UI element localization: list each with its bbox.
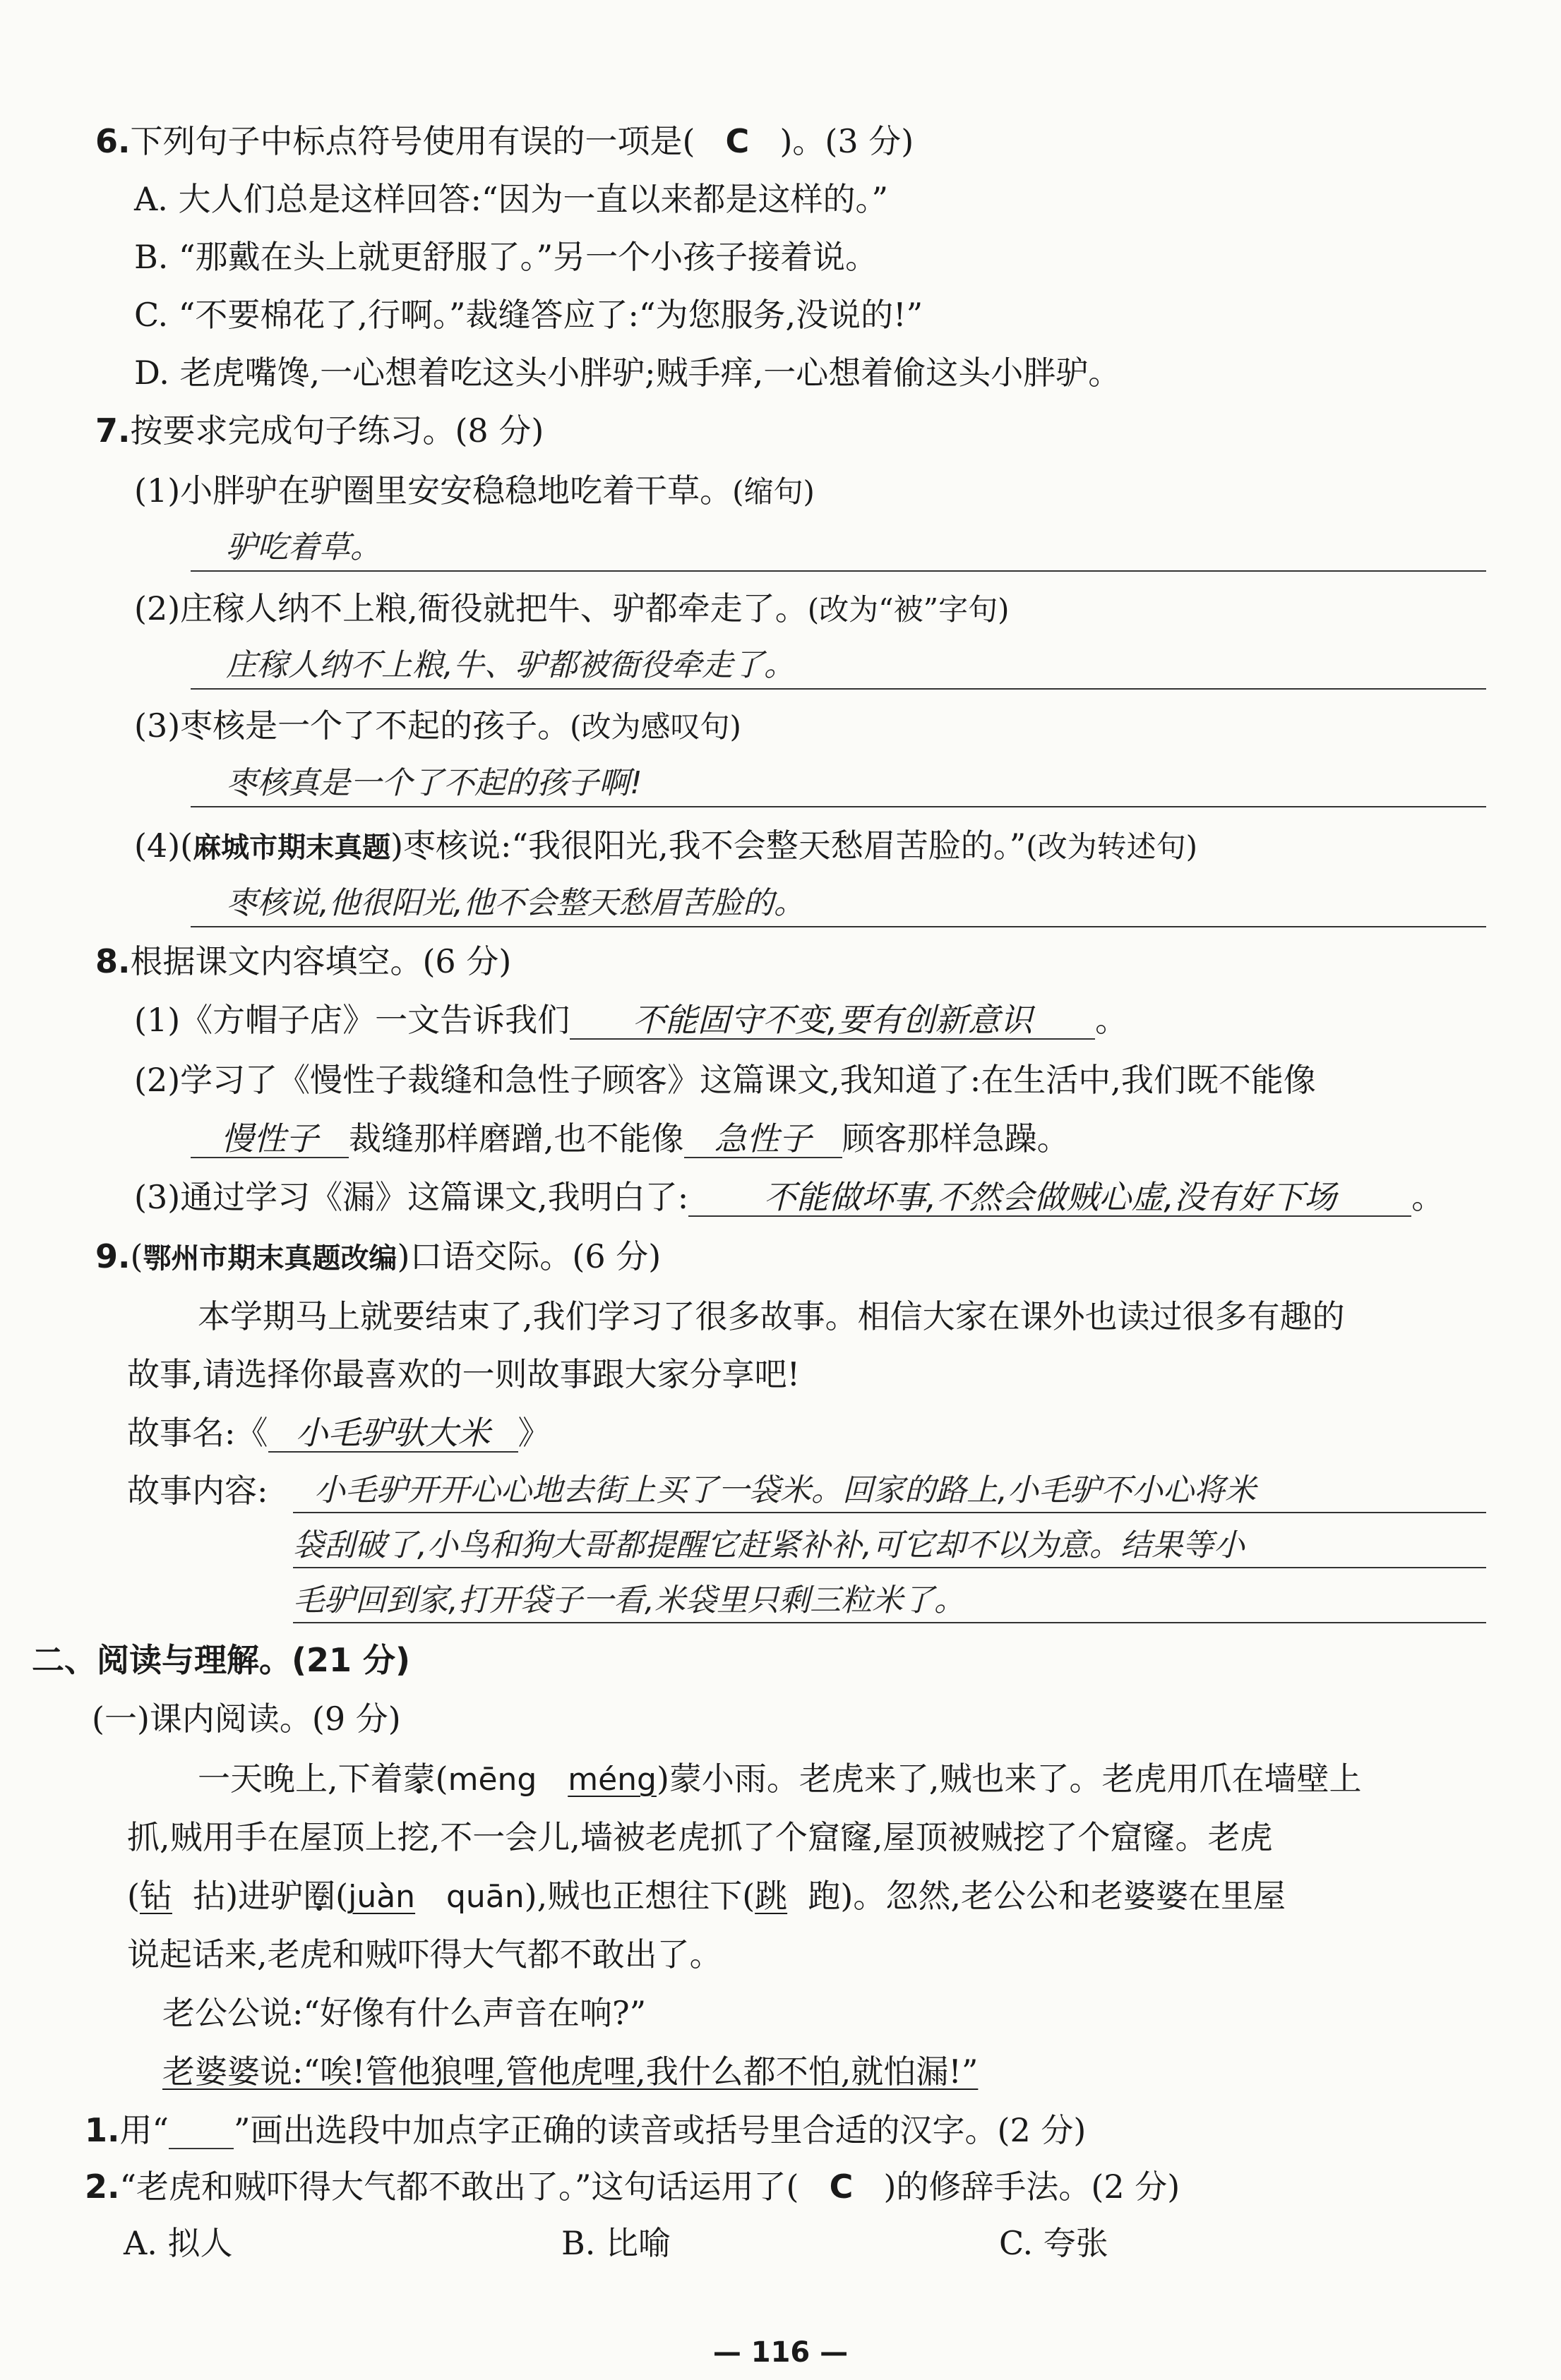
fill-blank-answer: 不能固守不变,要有创新意识	[570, 1002, 1095, 1040]
option-c: C. 夸张	[999, 2224, 1108, 2262]
item-prompt: (2)庄稼人纳不上粮,衙役就把牛、驴都牵走了。	[134, 589, 808, 627]
option-a: A. 大人们总是这样回答:“因为一直以来都是这样的。”	[134, 180, 888, 218]
passage-text: (	[435, 1760, 448, 1798]
option-a: A. 拟人	[124, 2224, 233, 2262]
passage-text: )蒙小雨。老虎来了,贼也来了。老虎用爪在墙壁上	[656, 1760, 1362, 1798]
item-text: (3)通过学习《漏》这篇课文,我明白了:	[134, 1178, 689, 1216]
passage-line-4: 说起话来,老虎和贼吓得大气都不敢出了。	[127, 1935, 722, 1973]
question-stem: 用“____”画出选段中加点字正确的读音或括号里合适的汉字。(2 分)	[119, 2111, 1087, 2149]
dotted-char: 圈	[303, 1877, 336, 1915]
passage-line-3	[127, 1875, 1286, 1918]
fill-blank-answer: 急性子	[684, 1120, 842, 1158]
char-option: 拈	[193, 1877, 226, 1915]
item-hint: (改为感叹句)	[570, 709, 741, 744]
pinyin-option-selected: méng	[568, 1762, 657, 1798]
fill-blank-answer: 慢性子	[191, 1120, 349, 1158]
q9-content-label: 故事内容:	[127, 1472, 268, 1510]
answer-line	[191, 570, 1486, 572]
item-text: (	[130, 1237, 143, 1275]
passage-line-2: 抓,贼用手在屋顶上挖,不一会儿,墙被老虎抓了个窟窿,屋顶被贼挖了个窟窿。老虎	[127, 1818, 1273, 1856]
story-name-answer: 小毛驴驮大米	[268, 1414, 518, 1453]
item-prompt-open: (4)(	[134, 827, 193, 865]
pinyin-option-selected: juàn	[348, 1879, 416, 1915]
question-stem: 下列句子中标点符号使用有误的一项是(	[130, 122, 695, 160]
char-option: 跑	[808, 1877, 841, 1915]
question-stem: “老虎和贼吓得大气都不敢出了。”这句话运用了(	[119, 2168, 799, 2206]
option-b: B. 比喻	[561, 2224, 671, 2262]
item-hint: (改为“被”字句)	[807, 592, 1010, 627]
q7-item-1-answer: 驴吃着草。	[226, 529, 381, 565]
section-title: 二、阅读与理解。(21 分)	[32, 1641, 411, 1679]
question-number: 2.	[85, 2168, 120, 2206]
answer-line	[191, 806, 1486, 807]
question-number: 1.	[85, 2111, 120, 2149]
q8-item-2-line2	[191, 1117, 1070, 1160]
question-score: )。(3 分)	[779, 122, 914, 160]
page-number: — 116 —	[712, 2336, 849, 2369]
label: 故事名:《	[127, 1414, 268, 1452]
passage-text: )进驴	[225, 1877, 304, 1915]
option-d: D. 老虎嘴馋,一心想着吃这头小胖驴;贼手痒,一心想着偷这头小胖驴。	[134, 354, 1121, 392]
question-stem: 根据课文内容填空。(6 分)	[130, 942, 512, 980]
pinyin-option: mēng	[448, 1762, 537, 1798]
reading-question-2	[85, 2165, 1180, 2208]
question-score: )的修辞手法。(2 分)	[883, 2168, 1180, 2206]
passage-line-1	[198, 1757, 1362, 1801]
label: 》	[518, 1414, 551, 1452]
story-content-line: 袋刮破了,小鸟和狗大哥都提醒它赶紧补补,可它却不以为意。结果等小	[293, 1527, 1245, 1563]
reading-part-title: (一)课内阅读。(9 分)	[92, 1700, 401, 1738]
question-number: 8.	[95, 942, 131, 980]
answer-line	[293, 1567, 1486, 1568]
answer-choice: C	[829, 2168, 854, 2206]
q7-item-2	[134, 587, 1010, 631]
item-hint: (缩句)	[732, 474, 815, 509]
char-option-selected: 钻	[139, 1877, 172, 1915]
passage-text: 一天晚上,下着	[198, 1760, 403, 1798]
q9-para-line1: 本学期马上就要结束了,我们学习了很多故事。相信大家在课外也读过很多有趣的	[198, 1297, 1345, 1335]
answer-line	[191, 926, 1486, 927]
passage-text: )。忽然,老公公和老婆婆在里屋	[840, 1877, 1286, 1915]
question-7	[95, 409, 544, 452]
question-stem: 按要求完成句子练习。(8 分)	[130, 411, 544, 450]
q7-item-3	[134, 704, 741, 748]
item-text: 裁缝那样磨蹭,也不能像	[349, 1119, 684, 1158]
question-8	[95, 940, 511, 982]
passage-text: (	[335, 1877, 349, 1915]
char-option-selected: 跳	[755, 1877, 788, 1915]
q7-item-2-answer: 庄稼人纳不上粮,牛、驴都被衙役牵走了。	[226, 647, 795, 683]
item-hint: (改为转述句)	[1026, 829, 1197, 864]
item-text: 。	[1095, 1001, 1128, 1039]
q9-para-line2: 故事,请选择你最喜欢的一则故事跟大家分享吧!	[127, 1355, 801, 1393]
question-9	[95, 1235, 661, 1280]
item-prompt: (3)枣核是一个了不起的孩子。	[134, 707, 570, 745]
question-number: 9.	[95, 1237, 131, 1275]
q8-item-2-line1: (2)学习了《慢性子裁缝和急性子顾客》这篇课文,我知道了:在生活中,我们既不能像	[134, 1061, 1316, 1099]
question-stem: )口语交际。(6 分)	[397, 1237, 662, 1275]
story-content-line: 毛驴回到家,打开袋子一看,米袋里只剩三粒米了。	[293, 1582, 965, 1618]
q7-item-3-answer: 枣核真是一个了不起的孩子啊!	[226, 765, 642, 801]
passage-text: ),贼也正想往下(	[524, 1877, 755, 1915]
dotted-char: 蒙	[402, 1760, 436, 1798]
item-text: 顾客那样急躁。	[842, 1119, 1070, 1158]
q7-item-4-answer: 枣核说,他很阳光,他不会整天愁眉苦脸的。	[226, 885, 805, 921]
item-text: (1)《方帽子店》一文告诉我们	[134, 1001, 570, 1039]
passage-text: (	[127, 1877, 140, 1915]
q9-story-name	[127, 1412, 551, 1454]
q8-item-3	[134, 1176, 1444, 1218]
question-number: 6.	[95, 122, 131, 160]
q8-item-1	[134, 999, 1128, 1041]
answer-line	[191, 688, 1486, 690]
item-text: 。	[1411, 1178, 1445, 1216]
answer-line	[293, 1512, 1486, 1513]
pinyin-option: quān	[445, 1879, 525, 1915]
source-tag: 鄂州市期末真题改编	[143, 1242, 397, 1275]
fill-blank-answer: 不能做坏事,不然会做贼心虚,没有好下场	[688, 1179, 1411, 1217]
passage-line-6: 老婆婆说:“唉!管他狼哩,管他虎哩,我什么都不怕,就怕漏!”	[162, 2053, 979, 2091]
answer-line	[293, 1622, 1486, 1623]
question-number: 7.	[95, 411, 131, 450]
item-prompt: )枣核说:“我很阳光,我不会整天愁眉苦脸的。”	[390, 827, 1027, 865]
passage-line-5: 老公公说:“好像有什么声音在响?”	[162, 1994, 647, 2032]
answer-choice: C	[725, 122, 750, 160]
q7-item-1	[134, 469, 815, 513]
item-prompt: (1)小胖驴在驴圈里安安稳稳地吃着干草。	[134, 471, 733, 510]
story-content-line: 小毛驴开开心心地去街上买了一袋米。回家的路上,小毛驴不小心将米	[314, 1472, 1256, 1508]
q7-item-4	[134, 824, 1197, 869]
option-b: B. “那戴在头上就更舒服了。”另一个小孩子接着说。	[134, 238, 878, 276]
source-tag: 麻城市期末真题	[193, 831, 391, 864]
reading-question-1	[85, 2109, 1086, 2151]
question-6	[95, 120, 914, 162]
option-c: C. “不要棉花了,行啊。”裁缝答应了:“为您服务,没说的!”	[134, 296, 923, 334]
